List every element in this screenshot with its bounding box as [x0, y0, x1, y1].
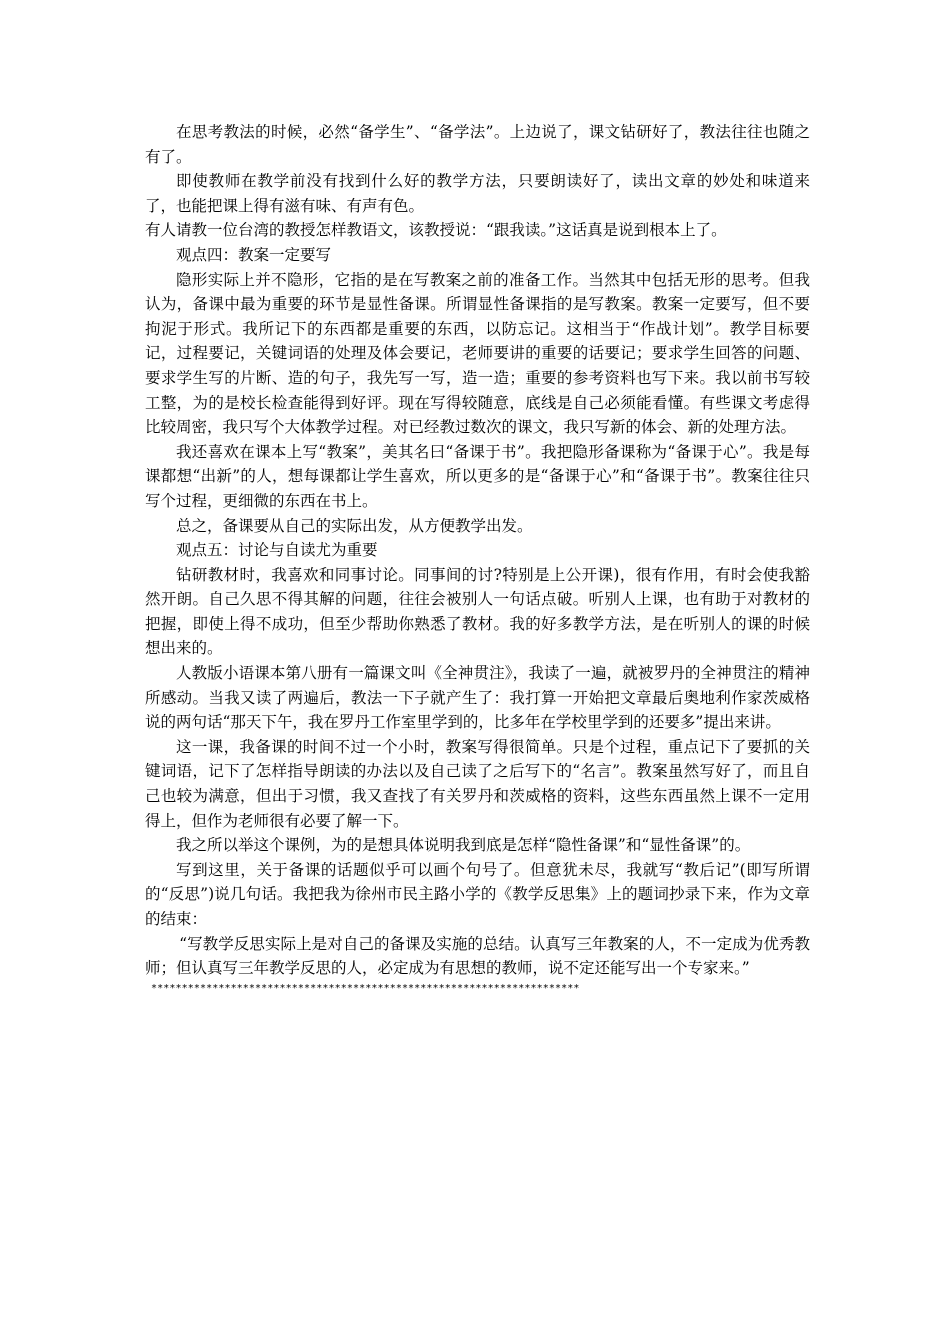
separator-line: **********************************************************************: [151, 982, 580, 994]
paragraph-10: 人教版小语课本第八册有一篇课文叫《全神贯注》，我读了一遍，就被罗丹的全神贯注的精神所感动。当我又读了两遍后，教法一下子就产生了：我打算一开始把文章最后奥地利作家茨威格说的两句话“那天下午，我在罗丹工作室里学到的，比多年在学校里学到的还要多”提出来讲。: [145, 664, 810, 732]
paragraph-9: 钻研教材时，我喜欢和同事讨论。同事间的讨?特别是上公开课)，很有作用，有时会使我豁然开朗。自己久思不得其解的问题，往往会被别人一句话点破。听别人上课，也有助于对教材的把握，即使上得不成功，但至少帮助你熟悉了教材。我的好多教学方法，是在听别人的课的时候想出来的。: [145, 565, 810, 658]
document-page: [145, 120, 810, 995]
paragraph-5: 隐形实际上并不隐形，它指的是在写教案之前的准备工作。当然其中包括无形的思考。但我认为，备课中最为重要的环节是显性备课。所谓显性备课指的是写教案。教案一定要写，但不要拘泥于形式。我所记下的东西都是重要的东西，以防忘记。这相当于“作战计划”。教学目标要记，过程要记，关键词语的处理及体会要记，老师要讲的重要的话要记；要求学生回答的问题、要求学生写的片断、造的句子，我先写一写，造一造；重要的参考资料也写下来。我以前书写较工整，为的是校长检查能得到好评。现在写得较随意，底线是自己必须能看懂。有些课文考虑得比较周密，我只写个大体教学过程。对已经教过数次的课文，我只写新的体会、新的处理方法。: [145, 270, 810, 437]
paragraph-1: 在思考教法的时候，必然“备学生”、“备学法”。上边说了，课文钻研好了，教法往往也随之有了。: [145, 123, 810, 166]
paragraph-11: 这一课，我备课的时间不过一个小时，教案写得很简单。只是个过程，重点记下了要抓的关键词语，记下了怎样指导朗读的办法以及自己读了之后写下的“名言”。教案虽然写好了，而且自己也较为满意，但出于习惯，我又查找了有关罗丹和茨威格的资料，这些东西虽然上课不一定用得上，但作为老师很有必要了解一下。: [145, 737, 810, 830]
section-heading-5: 观点五：讨论与自读尤为重要: [176, 541, 378, 560]
section-heading-4: 观点四：教案一定要写: [176, 245, 332, 264]
paragraph-2: 即使教师在教学前没有找到什么好的教学方法，只要朗读好了，读出文章的妙处和味道来了，也能把课上得有滋有味、有声有色。: [145, 172, 810, 215]
closing-quote: “写教学反思实际上是对自己的备课及实施的总结。认真写三年教案的人，不一定成为优秀教师；但认真写三年教学反思的人，必定成为有思想的教师，说不定还能写出一个专家来。”: [145, 934, 810, 978]
paragraph-12: 我之所以举这个课例，为的是想具体说明我到底是怎样“隐性备课”和“显性备课”的。: [176, 836, 751, 855]
paragraph-13: 写到这里，关于备课的话题似乎可以画个句号了。但意犹未尽，我就写“教后记”(即写所谓的“反思”)说几句话。我把我为徐州市民主路小学的《教学反思集》上的题词抄录下来，作为文章的结束：: [145, 860, 810, 928]
paragraph-7: 总之，备课要从自己的实际出发，从方便教学出发。: [176, 516, 533, 535]
paragraph-3: 有人请教一位台湾的教授怎样教语文，该教授说：“跟我读。”这话真是说到根本上了。: [145, 221, 727, 240]
paragraph-6: 我还喜欢在课本上写“教案”，美其名曰“备课于书”。我把隐形备课称为“备课于心”。我是每课都想“出新”的人，想每课都让学生喜欢，所以更多的是“备课于心”和“备课于书”。教案往往只写个过程，更细微的东西在书上。: [145, 442, 810, 510]
